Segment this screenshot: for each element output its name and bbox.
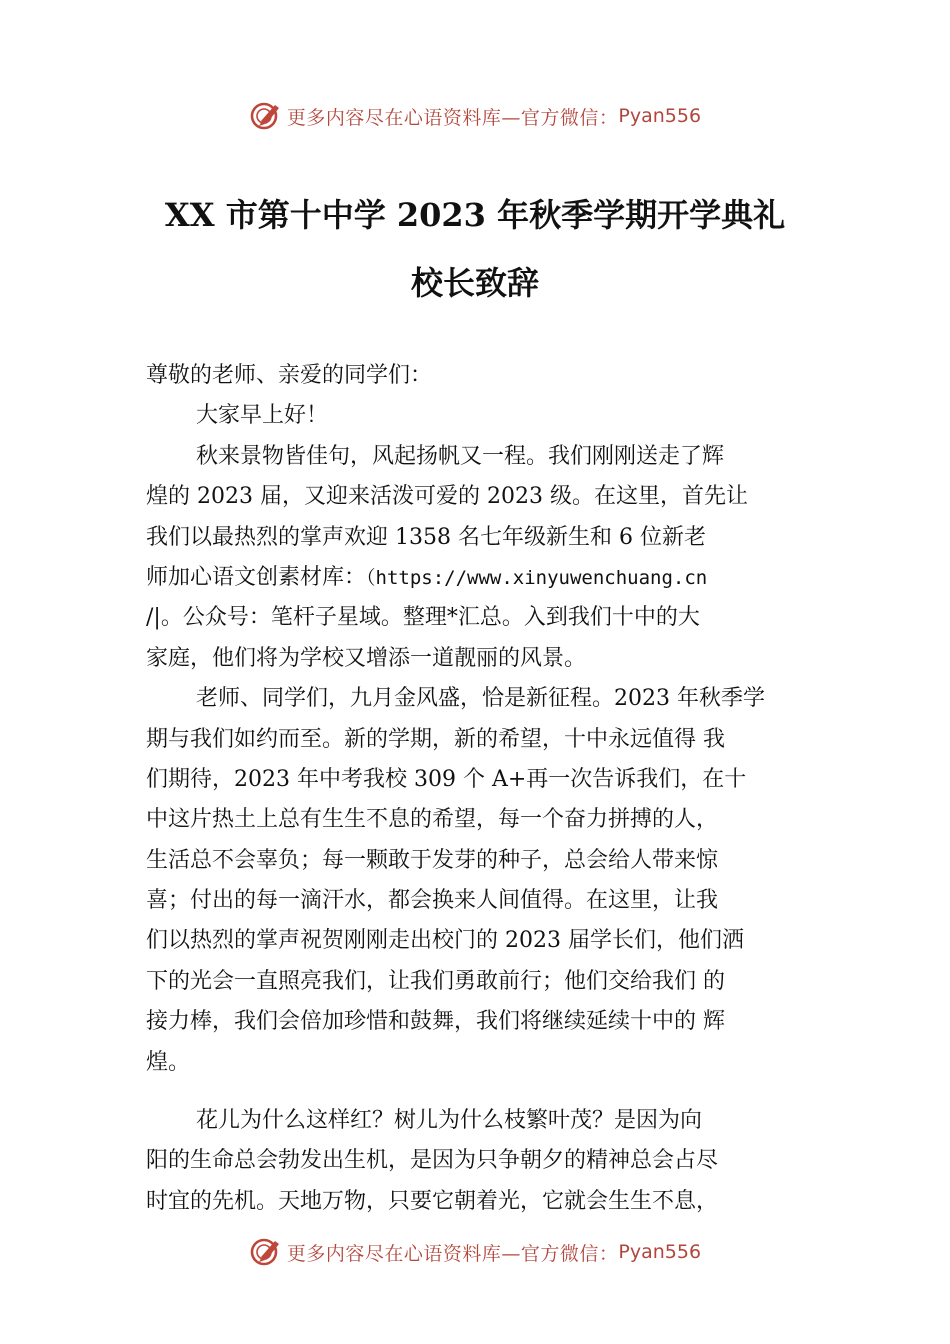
text-line: 喜；付出的每一滴汗水，都会换来人间值得。在这里，让我 — [146, 888, 719, 914]
text-line: 煌的 2023 届，又迎来活泼可爱的 2023 级。在这里，首先让 — [146, 484, 748, 510]
fountain-pen-logo-icon — [249, 99, 283, 133]
website-url: （https://www.xinyuwenchuang.cn — [366, 566, 708, 589]
text-line: 们期待，2023 年中考我校 309 个 A+再一次告诉我们，在十 — [146, 766, 747, 792]
paragraph-2 — [146, 679, 846, 1083]
text-line: 阳的生命总会勃发出生机，是因为只争朝夕的精神总会占尽 — [146, 1148, 719, 1174]
greeting: 大家早上好！ — [196, 403, 329, 429]
fountain-pen-logo-icon — [249, 1235, 283, 1269]
header-watermark — [0, 96, 950, 136]
text-line — [146, 558, 846, 598]
document-body — [146, 356, 846, 1222]
text-line: 老师、同学们，九月金风盛，恰是新征程。2023 年秋季学 — [196, 686, 765, 712]
paragraph-3 — [146, 1101, 846, 1222]
watermark-text: 更多内容尽在心语资料库—官方微信： — [286, 106, 619, 129]
text-line: /|。公众号：笔杆子星域。整理*汇总。入到我们十中的大 — [146, 605, 700, 631]
text-line: 中这片热土上总有生生不息的希望，每一个奋力拼搏的人， — [146, 807, 719, 833]
paragraph-1 — [146, 437, 846, 679]
text-line: 家庭，他们将为学校又增添一道靓丽的风景。 — [146, 645, 587, 671]
document-title: XX 市第十中学 2023 年秋季学期开学典礼 — [164, 196, 786, 234]
footer-watermark — [0, 1232, 950, 1272]
text-line: 时宜的先机。天地万物，只要它朝着光，它就会生生不息， — [146, 1188, 719, 1214]
text-line: 接力棒，我们会倍加珍惜和鼓舞，我们将继续延续十中的 辉 — [146, 1009, 725, 1035]
text-line: 煌。 — [146, 1049, 191, 1075]
salutation: 尊敬的老师、亲爱的同学们： — [146, 363, 433, 388]
text-segment: 师加心语文创素材库： — [146, 564, 367, 590]
paragraph-gap — [146, 1083, 846, 1101]
watermark-wechat-id: Pyan556 — [618, 1241, 702, 1263]
text-line: 生活总不会辜负；每一颗敢于发芽的种子，总会给人带来惊 — [146, 847, 719, 873]
watermark-wechat-id: Pyan556 — [618, 105, 702, 127]
text-line: 下的光会一直照亮我们，让我们勇敢前行；他们交给我们 的 — [146, 968, 725, 994]
text-line: 我们以最热烈的掌声欢迎 1358 名七年级新生和 6 位新老 — [146, 524, 706, 550]
text-line: 期与我们如约而至。新的学期，新的希望，十中永远值得 我 — [146, 726, 725, 752]
text-line: 秋来景物皆佳句，风起扬帆又一程。我们刚刚送走了辉 — [196, 443, 725, 469]
text-line: 们以热烈的掌声祝贺刚刚走出校门的 2023 届学长们，他们洒 — [146, 928, 744, 954]
watermark-text: 更多内容尽在心语资料库—官方微信： — [286, 1242, 619, 1265]
text-line: 花儿为什么这样红？树儿为什么枝繁叶茂？是因为向 — [196, 1108, 703, 1134]
document-subtitle: 校长致辞 — [410, 264, 539, 302]
